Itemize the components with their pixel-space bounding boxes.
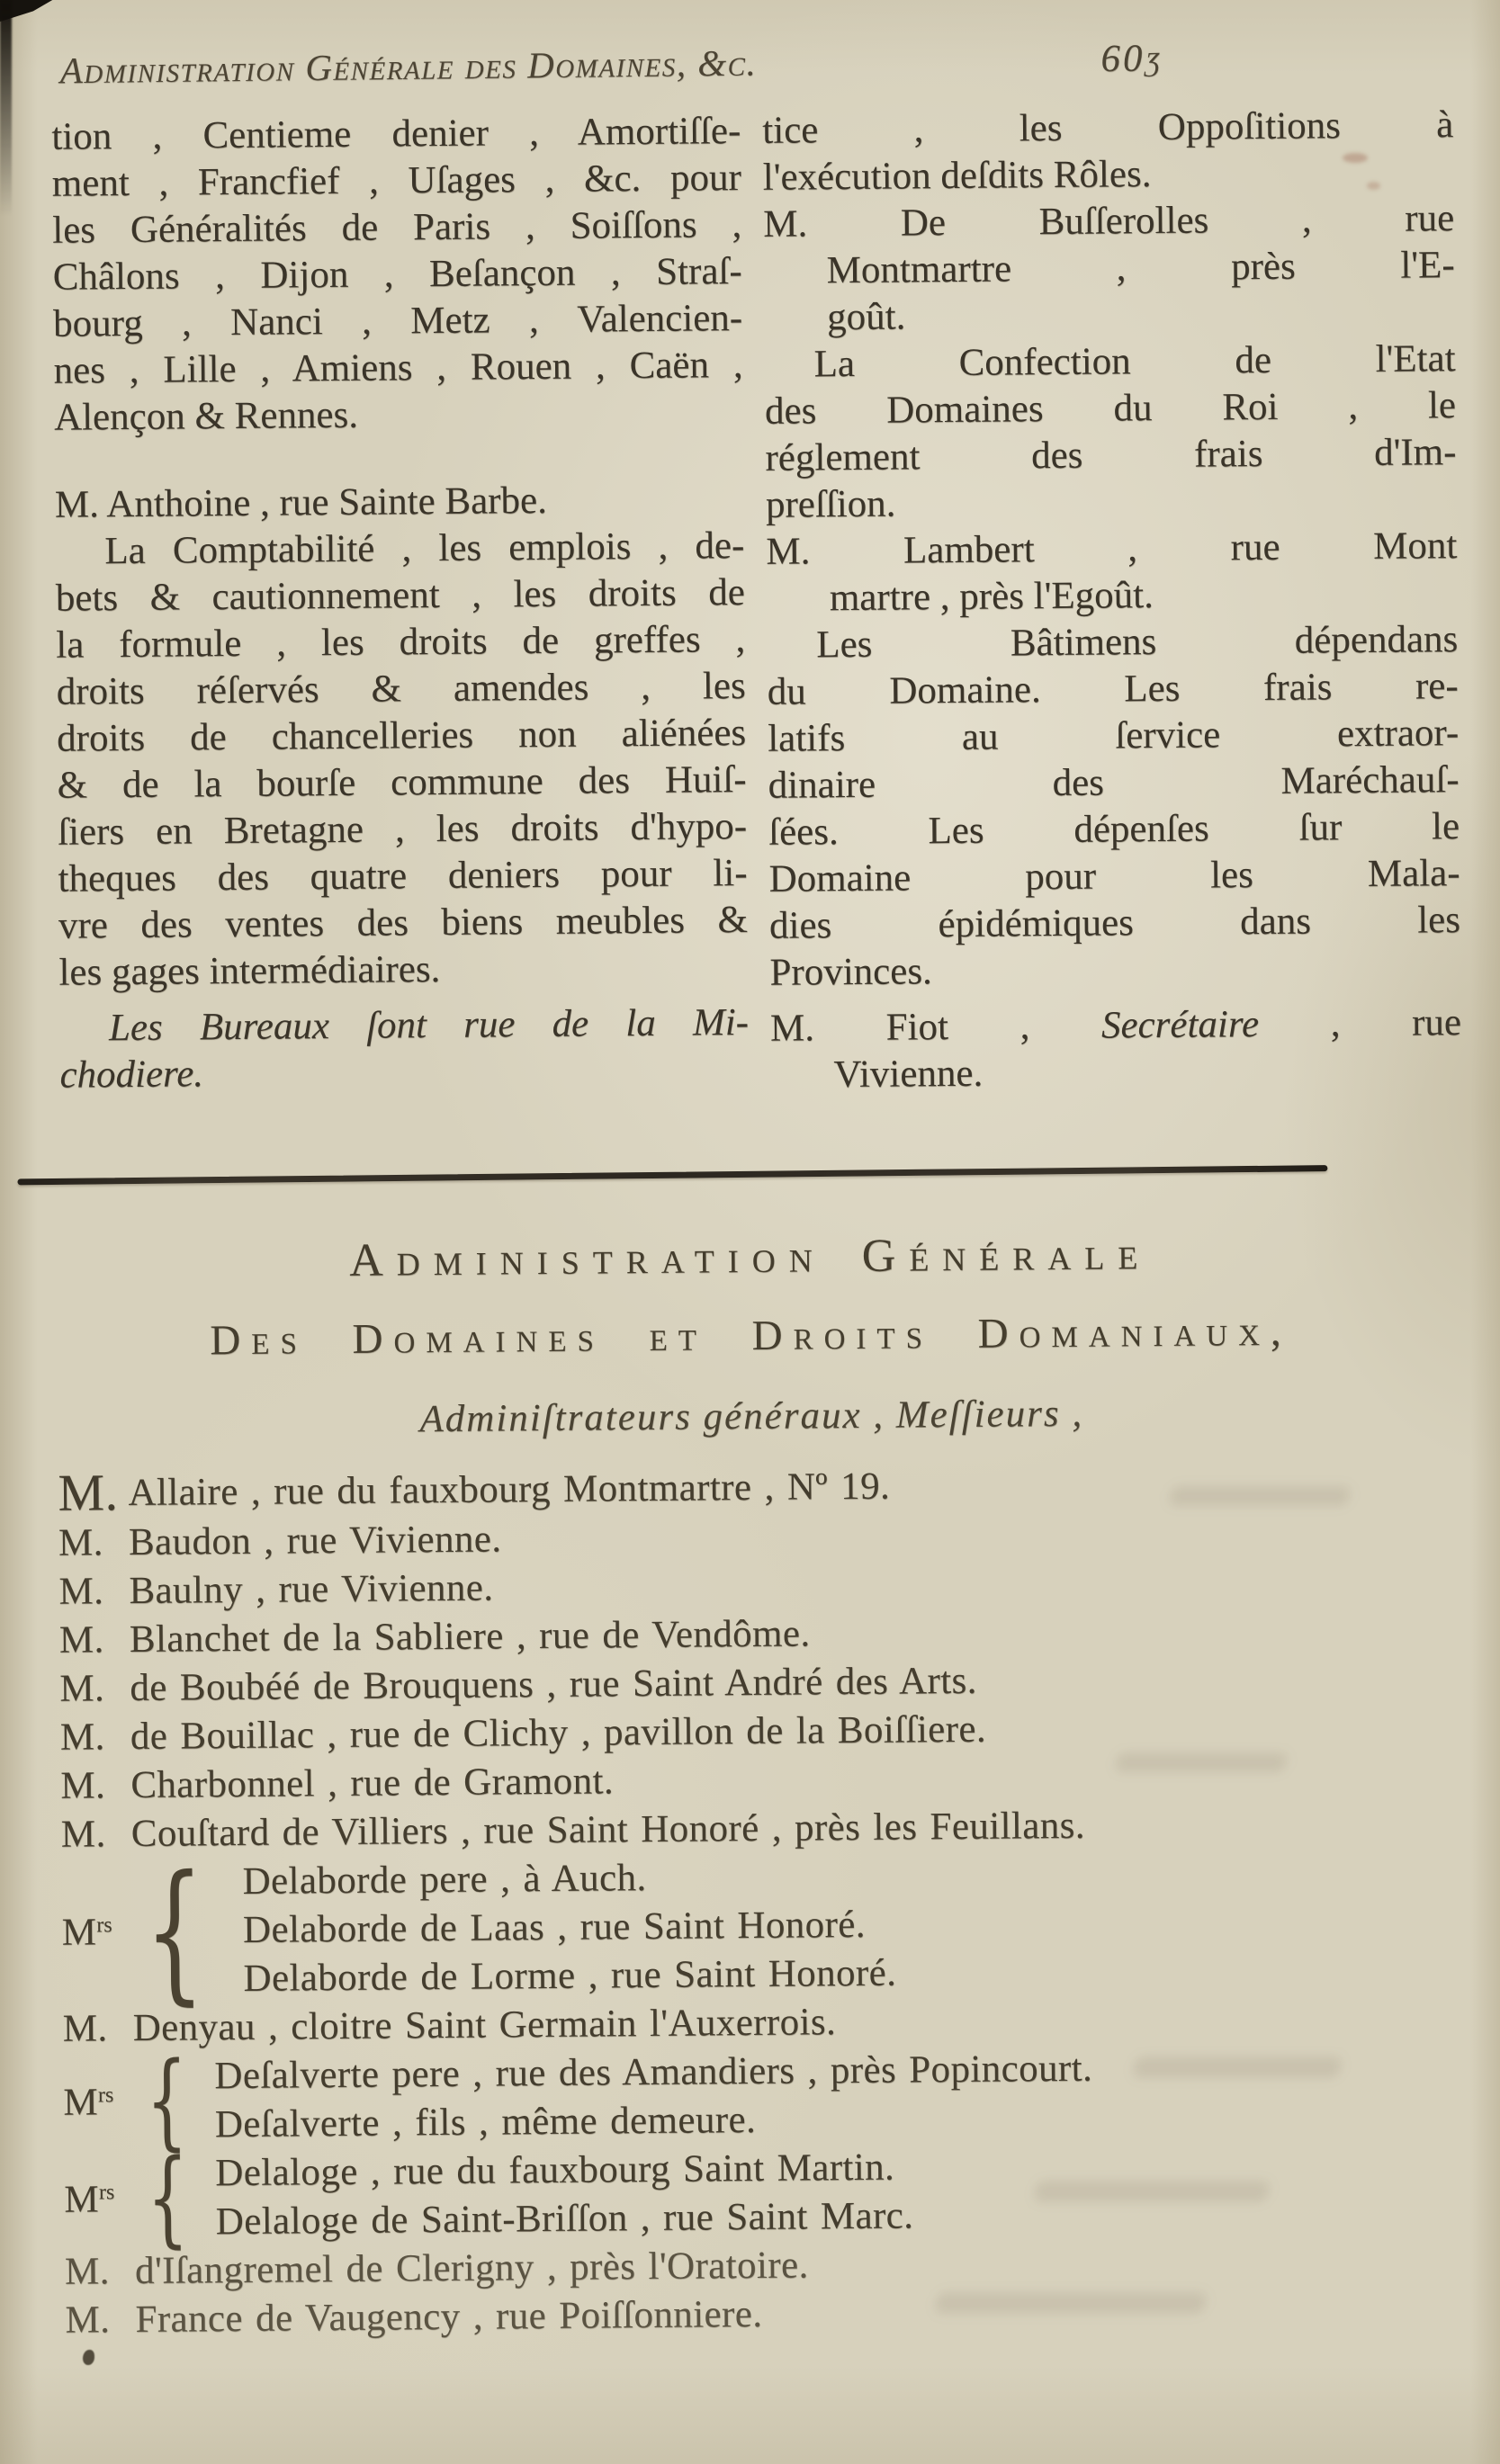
text-line: du Domaine. Les frais re- bbox=[767, 665, 1459, 713]
entry-honorific: M. bbox=[62, 2007, 108, 2050]
running-head bbox=[59, 36, 1162, 93]
directory-entry-group bbox=[64, 2137, 1478, 2259]
entry-honorific: M. bbox=[58, 1521, 103, 1564]
directory-entry-group bbox=[63, 2039, 1477, 2162]
group-honorific-sup: rs bbox=[96, 1913, 112, 1937]
text-line: martre , près l'Egoût. bbox=[829, 574, 1154, 620]
text-line: Provinces. bbox=[769, 950, 933, 994]
administrators-directory bbox=[58, 1455, 1478, 2345]
text-line: theques des quatre deniers pour li- bbox=[58, 852, 748, 900]
text-line: Domaine pour les Mala- bbox=[768, 852, 1460, 900]
text-line: ment , Francfief , Uſages , &c. pour bbox=[51, 157, 741, 205]
text-line: ſiers en Bretagne , les droits d'hypo- bbox=[57, 805, 748, 854]
text-segment-italic: Secrétaire bbox=[1100, 1003, 1260, 1047]
text-line: la formule , les droits de greffes , bbox=[56, 618, 746, 667]
text-line: tion , Centieme denier , Amortiſſe- bbox=[51, 110, 741, 158]
text-line: Vivienne. bbox=[833, 1052, 984, 1097]
directory-entry: Delaloge de Saint-Briſſon , rue Saint Marc. bbox=[215, 2194, 914, 2244]
section-divider-rule bbox=[17, 1165, 1327, 1185]
entry-text: Couſtard de Villiers , rue Saint Honoré , près les Feuillans. bbox=[130, 1804, 1086, 1856]
right-column bbox=[762, 102, 1462, 1099]
directory-entry: Delaloge , rue du fauxbourg Saint Martin. bbox=[215, 2146, 895, 2195]
entry-text: de Bouillac , rue de Clichy , pavillon de la Boiſſiere. bbox=[130, 1707, 987, 1759]
text-line bbox=[770, 999, 1461, 1053]
left-column bbox=[51, 108, 750, 1099]
text-line: M. Lambert , rue Mont bbox=[766, 524, 1458, 573]
group-honorific-base: M bbox=[61, 1910, 97, 1954]
text-line: Les Bureaux ſont rue de la Mi- bbox=[108, 1001, 750, 1050]
directory-entry: Delaborde de Laas , rue Saint Honoré. bbox=[242, 1903, 867, 1951]
text-line: droits de chancelleries non aliénées bbox=[56, 712, 747, 760]
directory-entry: Deſalverte pere , rue des Amandiers , près Popincourt. bbox=[214, 2047, 1093, 2098]
text-line: tice , les Oppoſitions à bbox=[762, 103, 1454, 152]
section-title-line1: Administration Générale bbox=[348, 1228, 1152, 1286]
group-honorific bbox=[64, 2176, 147, 2221]
text-line: vre des ventes des biens meubles & bbox=[58, 899, 749, 947]
entry-text: Blanchet de la Sabliere , rue de Vendôme. bbox=[129, 1612, 811, 1662]
entry-honorific: M. bbox=[58, 1618, 104, 1662]
text-line: ſées. Les dépenſes ſur le bbox=[768, 805, 1460, 854]
group-honorific-base: M bbox=[63, 2080, 99, 2124]
entry-text: Charbonnel , rue de Gramont. bbox=[130, 1760, 615, 1807]
entry-honorific: M. bbox=[59, 1716, 105, 1759]
entry-honorific: M. bbox=[58, 1570, 104, 1613]
directory-entry: Delaborde pere , à Auch. bbox=[242, 1857, 647, 1903]
text-line: l'exécution deſdits Rôles. bbox=[762, 153, 1152, 199]
text-line: dinaire des Maréchauſ- bbox=[768, 758, 1460, 807]
page-number: 60ʒ bbox=[1100, 37, 1163, 81]
entry-text: France de Vaugency , rue Poiſſonniere. bbox=[135, 2292, 763, 2342]
text-line: M. De Buſſerolles , rue bbox=[763, 197, 1455, 246]
grouping-brace: { bbox=[143, 1842, 206, 2020]
text-line: & de la bourſe commune des Huiſ- bbox=[57, 758, 747, 807]
text-segment: , rue bbox=[1258, 1001, 1462, 1046]
entry-honorific: M. bbox=[60, 1813, 106, 1856]
text-line: preſſion. bbox=[765, 482, 896, 526]
text-line: droits réſervés & amendes , les bbox=[56, 665, 746, 713]
text-line: Alençon & Rennes. bbox=[53, 393, 359, 439]
text-line: Les Bâtimens dépendans bbox=[816, 618, 1459, 667]
group-lines bbox=[214, 2045, 1093, 2150]
group-lines bbox=[242, 1852, 896, 2003]
text-line: les gages intermédiaires. bbox=[58, 947, 441, 994]
entry-honorific: M. bbox=[64, 2250, 111, 2293]
entry-text: de Boubéé de Brouquens , rue Saint André des Arts. bbox=[130, 1659, 978, 1710]
text-line: Châlons , Dijon , Beſançon , Straſ- bbox=[52, 250, 742, 299]
directory-entry: Deſalverte , fils , même demeure. bbox=[214, 2098, 757, 2146]
text-line: chodiere. bbox=[59, 1053, 204, 1097]
text-line: des Domaines du Roi , le bbox=[764, 384, 1457, 433]
entry-text: Baulny , rue Vivienne. bbox=[129, 1566, 494, 1613]
text-line: bourg , Nanci , Metz , Valencien- bbox=[52, 297, 743, 345]
group-honorific bbox=[63, 2079, 146, 2124]
entry-honorific: M. bbox=[60, 1764, 106, 1807]
running-head-title: Administration Générale des Domaines, &c. bbox=[59, 41, 758, 92]
group-lines bbox=[215, 2143, 913, 2246]
group-honorific-base: M bbox=[64, 2177, 100, 2221]
group-honorific bbox=[62, 1909, 145, 1954]
section-subtitle: Adminiſtrateurs généraux , Meſſieurs , bbox=[419, 1392, 1084, 1441]
section-title-line2: Des Domaines et Droits Domaniaux, bbox=[210, 1307, 1292, 1365]
text-line: réglement des frais d'Im- bbox=[765, 431, 1457, 479]
directory-entry: Delaborde de Lorme , rue Saint Honoré. bbox=[243, 1951, 897, 2000]
entry-text: d'Iſangremel de Clerigny , près l'Oratoire. bbox=[134, 2244, 809, 2293]
text-line: bets & cautionnement , les droits de bbox=[55, 571, 746, 620]
text-line: M. Anthoine , rue Sainte Barbe. bbox=[54, 479, 548, 526]
text-line: dies épidémiques dans les bbox=[768, 899, 1461, 947]
text-line: les Généralités de Paris , Soiſſons , bbox=[52, 203, 742, 252]
text-line: latifs au ſervice extraor- bbox=[768, 712, 1460, 760]
entry-honorific: M. bbox=[58, 1463, 119, 1522]
group-honorific-sup: rs bbox=[98, 2180, 115, 2204]
directory-entry-group bbox=[61, 1842, 1475, 2020]
entry-honorific: M. bbox=[65, 2298, 111, 2342]
text-line: goût. bbox=[826, 295, 906, 339]
entry-honorific: M. bbox=[59, 1667, 105, 1710]
text-segment: M. Fiot , bbox=[769, 1004, 1102, 1050]
text-line: Montmartre , près l'E- bbox=[826, 244, 1455, 292]
entry-text: Denyau , cloitre Saint Germain l'Auxerrois. bbox=[132, 2001, 837, 2050]
entry-text: Allaire , rue du fauxbourg Montmartre , Nº 19. bbox=[128, 1465, 891, 1515]
text-line: La Confection de l'Etat bbox=[813, 337, 1456, 386]
group-honorific-sup: rs bbox=[97, 2083, 114, 2107]
text-line: nes , Lille , Amiens , Rouen , Caën , bbox=[53, 344, 743, 392]
text-line: La Comptabilité , les emplois , de- bbox=[104, 524, 745, 573]
entry-text: Baudon , rue Vivienne. bbox=[128, 1518, 502, 1564]
